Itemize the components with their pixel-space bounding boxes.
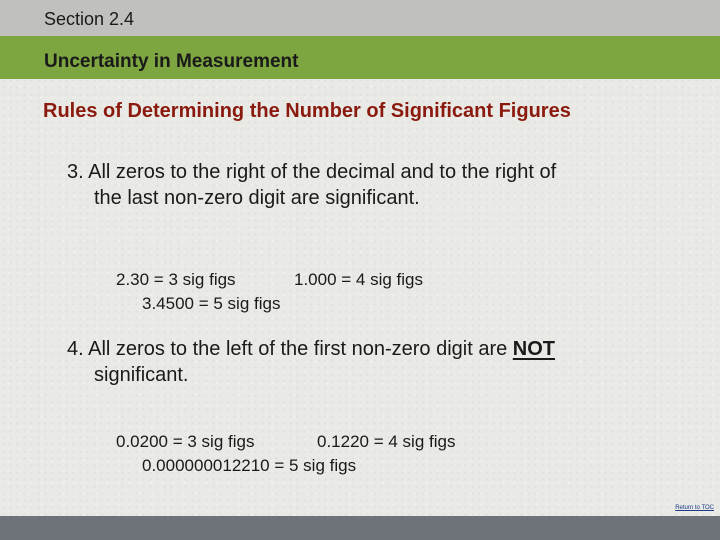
- rule-3-line-2: the last non-zero digit are significant.: [94, 187, 420, 209]
- rule-4-example-1: 0.0200 = 3 sig figs: [116, 432, 255, 451]
- rule-3-line-1: 3. All zeros to the right of the decimal and to the right of: [67, 161, 557, 183]
- return-to-toc-link[interactable]: Return to TOC: [675, 505, 714, 511]
- rule-4-example-3: 0.000000012210 = 5 sig figs: [142, 456, 357, 475]
- rule-4: [67, 336, 687, 388]
- rule-4-emphasis: NOT: [512, 338, 555, 360]
- rule-3-example-1: 2.30 = 3 sig figs: [116, 270, 236, 289]
- rule-4-example-2: 0.1220 = 4 sig figs: [317, 432, 456, 451]
- rule-3: [67, 159, 687, 211]
- chapter-title: Uncertainty in Measurement: [44, 51, 299, 72]
- footer-band: [0, 516, 720, 540]
- rule-3-example-3: 3.4500 = 5 sig figs: [142, 294, 281, 313]
- slide-heading: Rules of Determining the Number of Significant Figures: [43, 100, 571, 122]
- rule-4-line-1: [67, 336, 687, 362]
- rule-3-example-2: 1.000 = 4 sig figs: [294, 270, 424, 289]
- rule-4-text: 4. All zeros to the left of the first non-zero digit are: [67, 338, 513, 360]
- section-label: Section 2.4: [44, 9, 135, 29]
- rule-4-line-2: significant.: [94, 364, 189, 386]
